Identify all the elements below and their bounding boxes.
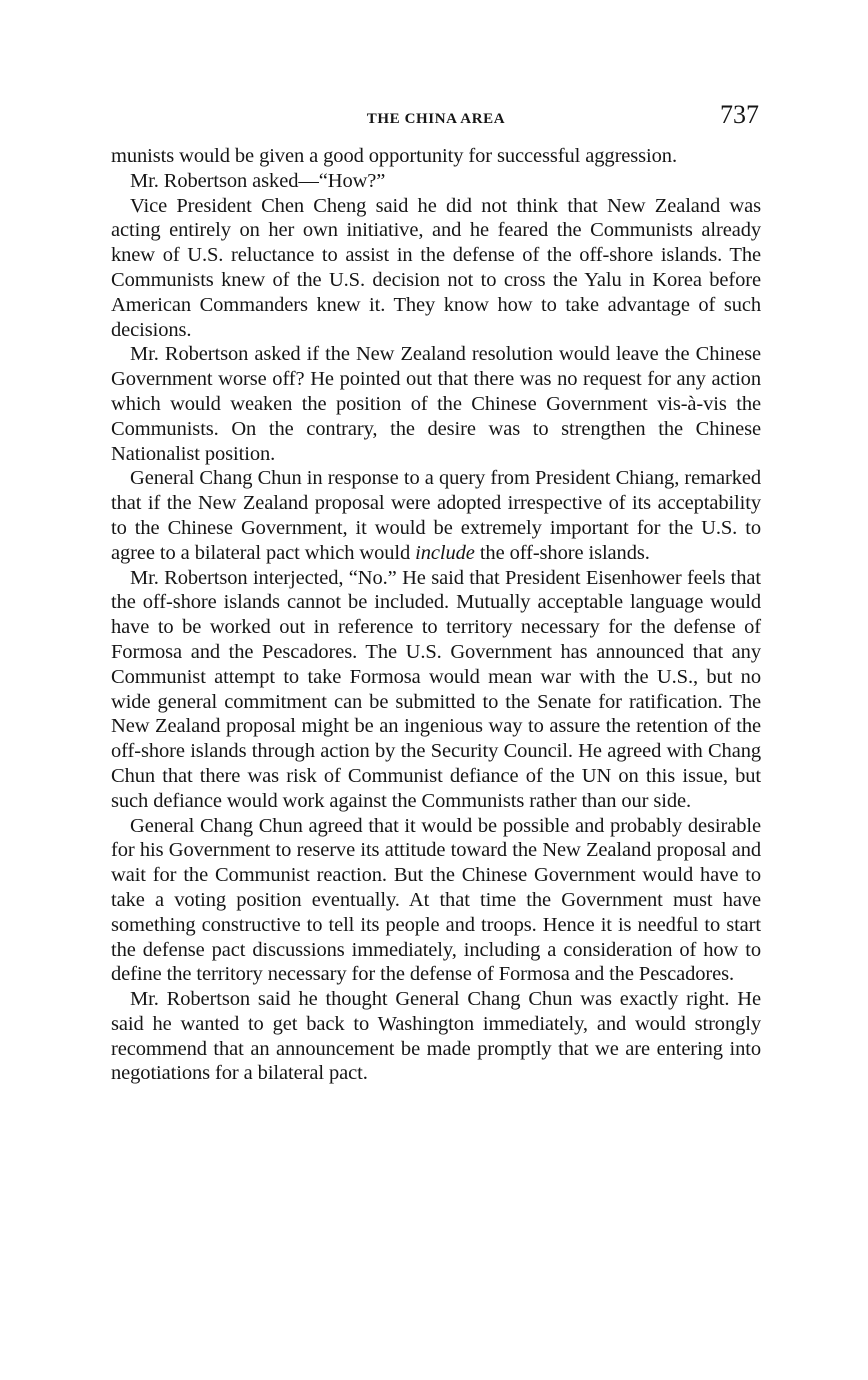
paragraph: Vice President Chen Cheng said he did not think that New Zealand was acting entirely on her own initiative, and he feared the Communists already knew of U.S. reluctance to assist in the defense of the off-shore islands. The Communists knew of the U.S. decision not to cross the Yalu in Korea before American Commanders knew it. They know how to take advantage of such decisions.	[111, 194, 761, 341]
paragraph: Mr. Robertson asked if the New Zealand resolution would leave the Chinese Government worse off? He pointed out that there was no request for any action which would weaken the position of the Chinese Government vis-à-vis the Communists. On the contrary, the desire was to strengthen the Chinese Nationalist position.	[111, 343, 761, 465]
emphasized-word: include	[415, 541, 475, 564]
paragraph: Mr. Robertson said he thought General Chang Chun was exactly right. He said he wanted to get back to Washington immediately, and would strongly recommend that an announcement be made promptly that we are entering into negotiations for a bilateral pact.	[111, 988, 761, 1085]
page-number: 737	[720, 100, 759, 129]
paragraph: Mr. Robertson asked—“How?”	[130, 169, 386, 192]
body-text	[111, 144, 761, 1086]
paragraph: Mr. Robertson interjected, “No.” He said that President Eisenhower feels that the off-shore islands cannot be included. Mutually acceptable language would have to be worked out in reference to territory necessary for the defense of Formosa and the Pescadores. The U.S. Government has announced that any Communist attempt to take Formosa would mean war with the U.S., but no wide general commitment can be submitted to the Senate for ratification. The New Zealand proposal might be an ingenious way to assure the retention of the off-shore islands through action by the Security Council. He agreed with Chang Chun that there was risk of Communist defiance of the UN on this issue, but such defiance would work against the Communists rather than our side.	[111, 566, 761, 812]
paragraph-continuation: munists would be given a good opportunity for successful aggression.	[111, 145, 677, 167]
paragraph	[111, 466, 761, 565]
paragraph-text: General Chang Chun in response to a query from President Chiang, remarked that if the New Zealand proposal were adopted irrespective of its acceptability to the Chinese Government, it would be extremely important for the U.S. to agree to a bilateral pact which would	[111, 467, 761, 564]
paragraph: General Chang Chun agreed that it would be possible and probably desirable for his Government to reserve its attitude toward the New Zealand proposal and wait for the Communist reaction. But the Chinese Government would have to take a voting position eventually. At that time the Government must have something constructive to tell its people and troops. Hence it is needful to start the defense pact discussions immediately, including a consideration of how to define the territory necessary for the defense of Formosa and the Pescadores.	[111, 814, 761, 986]
running-title: THE CHINA AREA	[366, 111, 506, 127]
running-head	[111, 100, 761, 144]
paragraph-text: the off-shore islands.	[474, 541, 650, 564]
document-page	[111, 100, 761, 1086]
